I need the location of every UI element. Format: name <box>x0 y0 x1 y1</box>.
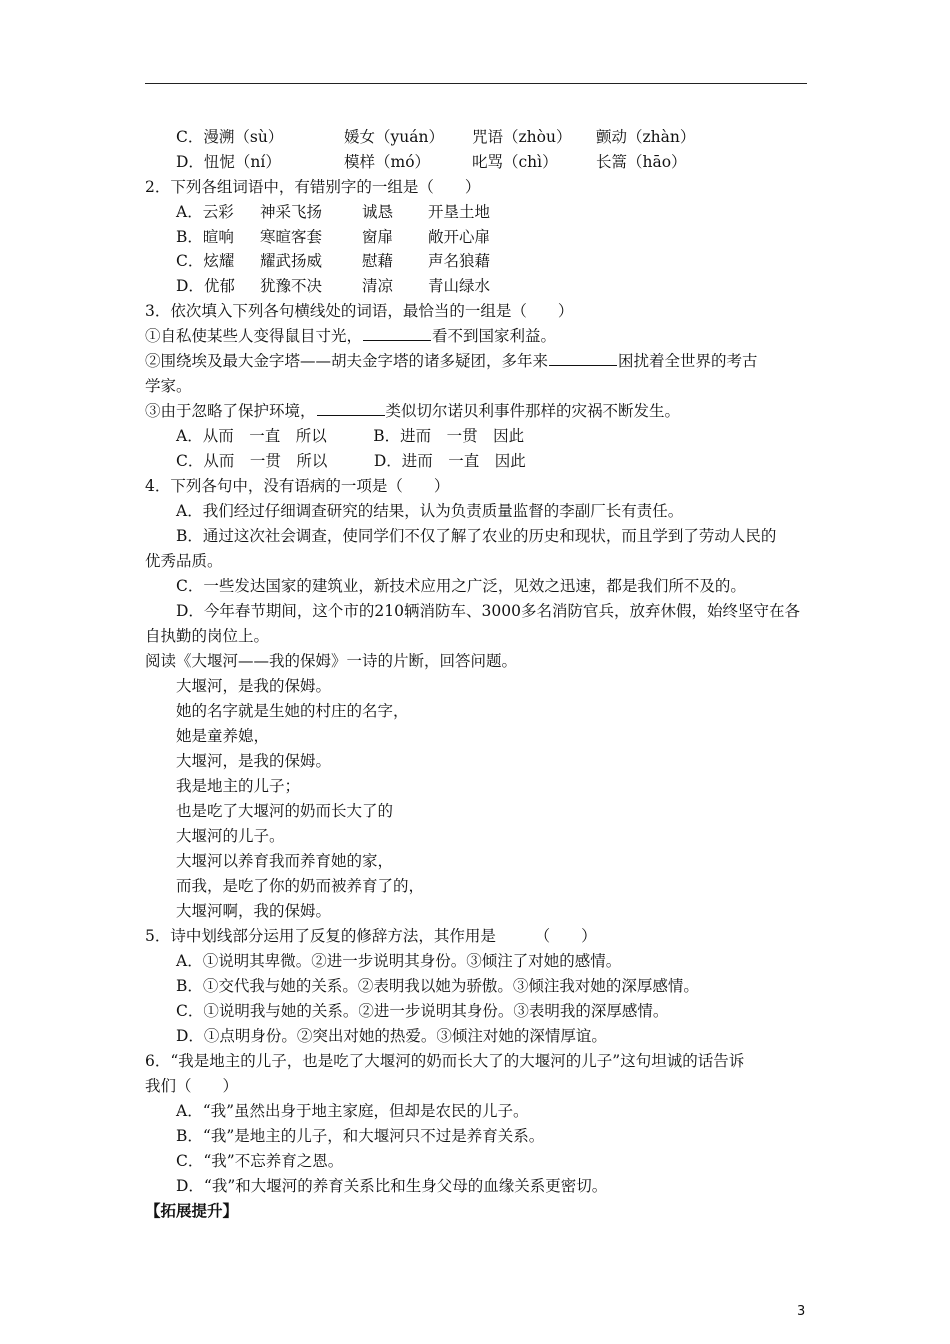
section-heading: 【拓展提升】 <box>145 1201 239 1220</box>
poem-line: 大堰河的儿子。 <box>176 827 285 845</box>
q2-d-4: 青山绿水 <box>428 277 491 295</box>
q1-option-d <box>176 151 687 173</box>
q5-option-a: A．①说明其卑微。②进一步说明其身份。③倾注了对她的感情。 <box>176 952 622 970</box>
q4-stem: 4．下列各句中，没有语病的一项是（ ） <box>145 477 450 495</box>
q3-s1-text-b: 看不到国家利益。 <box>432 327 557 345</box>
q3-s3-text-b: 类似切尔诺贝利事件那样的灾祸不断发生。 <box>385 402 681 420</box>
header-rule <box>145 83 807 84</box>
q2-b-2: 寒暄客套 <box>260 228 323 246</box>
q2-option-c <box>176 250 490 272</box>
q1-option-c <box>176 126 695 148</box>
q4-option-b-cont: 优秀品质。 <box>145 552 223 570</box>
page-number: 3 <box>797 1304 806 1319</box>
q4-option-b: B．通过这次社会调查，使同学们不仅了解了农业的历史和现状，而且学到了劳动人民的 <box>176 527 777 545</box>
poem-line: 大堰河，是我的保姆。 <box>176 752 332 770</box>
q6-option-d: D．“我”和大堰河的养育关系比和生身父母的血缘关系更密切。 <box>176 1177 608 1195</box>
poem-line: 而我，是吃了你的奶而被养育了的， <box>176 877 425 895</box>
q2-a-2: 神采飞扬 <box>260 203 323 221</box>
q2-stem: 2．下列各组词语中，有错别字的一组是（ ） <box>145 178 481 196</box>
q2-a-4: 开垦土地 <box>428 203 491 221</box>
q4-option-d-cont: 自执勤的岗位上。 <box>145 627 270 645</box>
q2-a-3: 诚恳 <box>362 203 394 221</box>
q3-s1-text-a: ①自私使某些人变得鼠目寸光， <box>145 327 363 345</box>
q3-sentence-3 <box>145 400 680 422</box>
poem-line: 我是地主的儿子； <box>176 777 301 795</box>
q4-option-a: A．我们经过仔细调查研究的结果，认为负责质量监督的李副厂长有责任。 <box>176 502 684 520</box>
q1-c-1: C．漫溯（sù） <box>176 128 284 146</box>
q2-option-d <box>176 275 490 297</box>
q3-sentence-2 <box>145 350 758 372</box>
q6-stem: 6．“我是地主的儿子，也是吃了大堰河的奶而长大了的大堰河的儿子”这句坦诚的话告诉 <box>145 1052 745 1070</box>
q2-option-b <box>176 226 490 248</box>
q6-option-b: B．“我”是地主的儿子，和大堰河只不过是养育关系。 <box>176 1127 545 1145</box>
q1-c-2: 媛女（yuán） <box>344 128 444 146</box>
q2-d-3: 清凉 <box>362 277 394 295</box>
poem-line: 她是童养媳， <box>176 727 270 745</box>
q3-blank-1 <box>363 325 431 341</box>
q3-blank-3 <box>317 400 385 416</box>
q3-s2-text-b: 困扰着全世界的考古 <box>618 352 758 370</box>
q3-stem: 3．依次填入下列各句横线处的词语，最恰当的一组是（ ） <box>145 302 574 320</box>
q2-b-4: 敞开心扉 <box>428 228 491 246</box>
q2-c-1: C．炫耀 <box>176 252 235 270</box>
poem-line: 大堰河啊，我的保姆。 <box>176 902 332 920</box>
q3-sentence-1 <box>145 325 556 347</box>
q2-c-2: 耀武扬威 <box>260 252 323 270</box>
q2-option-a <box>176 201 490 223</box>
q5-option-c: C．①说明我与她的关系。②进一步说明其身份。③表明我的深厚感情。 <box>176 1002 669 1020</box>
q4-option-c: C．一些发达国家的建筑业，新技术应用之广泛，见效之迅速，都是我们所不及的。 <box>176 577 746 595</box>
q1-c-4: 颤动（zhàn） <box>596 128 696 146</box>
q6-stem-cont: 我们（ ） <box>145 1077 239 1095</box>
q3-options-cd: C．从而 一贯 所以 D．进而 一直 因此 <box>176 452 526 470</box>
q5-stem: 5．诗中划线部分运用了反复的修辞方法，其作用是 （ ） <box>145 927 597 945</box>
q1-c-3: 咒语（zhòu） <box>472 128 572 146</box>
q2-a-1: A．云彩 <box>176 203 234 221</box>
q2-c-4: 声名狼藉 <box>428 252 491 270</box>
q3-blank-2 <box>549 350 617 366</box>
q2-d-2: 犹豫不决 <box>260 277 323 295</box>
q1-d-1: D．忸怩（ní） <box>176 153 281 171</box>
q6-option-a: A．“我”虽然出身于地主家庭，但却是农民的儿子。 <box>176 1102 529 1120</box>
q5-option-d: D．①点明身份。②突出对她的热爱。③倾注对她的深情厚谊。 <box>176 1027 607 1045</box>
q4-option-d: D．今年春节期间，这个市的210辆消防车、3000多名消防官兵，放弃休假，始终坚守在各 <box>176 602 800 620</box>
q5-option-b: B．①交代我与她的关系。②表明我以她为骄傲。③倾注我对她的深厚感情。 <box>176 977 699 995</box>
poem-line: 大堰河，是我的保姆。 <box>176 677 332 695</box>
q1-d-3: 叱骂（chì） <box>472 153 558 171</box>
poem-line: 也是吃了大堰河的奶而长大了的 <box>176 802 394 820</box>
q6-option-c: C．“我”不忘养育之恩。 <box>176 1152 344 1170</box>
q2-c-3: 慰藉 <box>362 252 394 270</box>
q2-d-1: D．优郁 <box>176 277 235 295</box>
reading-intro: 阅读《大堰河——我的保姆》一诗的片断，回答问题。 <box>145 652 518 670</box>
q3-sentence-2-cont: 学家。 <box>145 377 192 395</box>
q3-s2-text-a: ②围绕埃及最大金字塔——胡夫金字塔的诸多疑团，多年来 <box>145 352 549 370</box>
q3-options-ab: A．从而 一直 所以 B．进而 一贯 因此 <box>176 427 525 445</box>
q3-s3-text-a: ③由于忽略了保护环境， <box>145 402 316 420</box>
q1-d-4: 长篙（hāo） <box>596 153 687 171</box>
poem-line: 她的名字就是生她的村庄的名字， <box>176 702 409 720</box>
q2-b-3: 窗扉 <box>362 228 394 246</box>
q1-d-2: 模样（mó） <box>344 153 431 171</box>
q2-b-1: B．暄响 <box>176 228 234 246</box>
poem-line: 大堰河以养育我而养育她的家， <box>176 852 394 870</box>
